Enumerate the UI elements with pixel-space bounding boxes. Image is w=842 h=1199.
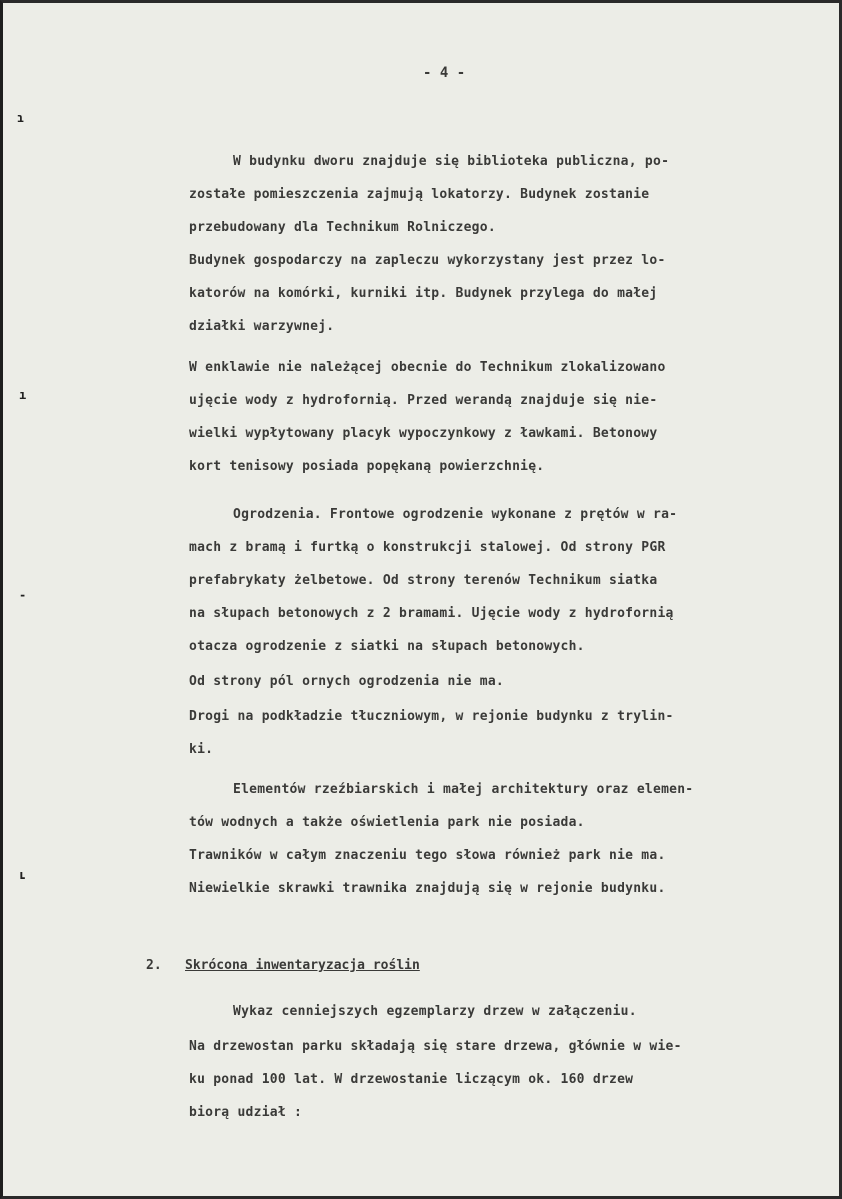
body-line: Ogrodzenia. Frontowe ogrodzenie wykonane z prętów w ra-: [233, 507, 678, 522]
body-line: kort tenisowy posiada popękaną powierzchnię.: [189, 459, 545, 474]
margin-mark: ɿ: [17, 111, 25, 125]
body-line: prefabrykaty żelbetowe. Od strony terenów Technikum siatka: [189, 573, 658, 588]
body-line: przebudowany dla Technikum Rolniczego.: [189, 220, 496, 235]
body-line: otacza ogrodzenie z siatki na słupach betonowych.: [189, 639, 585, 654]
body-line: Na drzewostan parku składają się stare drzewa, głównie w wie-: [189, 1039, 682, 1054]
margin-mark: -: [19, 588, 27, 602]
section-number: 2.: [146, 958, 162, 973]
section-title: Skrócona inwentaryzacja roślin: [185, 958, 420, 973]
body-line: Drogi na podkładzie tłuczniowym, w rejonie budynku z trylin-: [189, 709, 674, 724]
body-line: Elementów rzeźbiarskich i małej architektury oraz elemen-: [233, 782, 694, 797]
body-line: W budynku dworu znajduje się biblioteka publiczna, po-: [233, 154, 670, 169]
page-number: - 4 -: [423, 65, 466, 81]
body-line: Od strony pól ornych ogrodzenia nie ma.: [189, 674, 504, 689]
body-line: Niewielkie skrawki trawnika znajdują się w rejonie budynku.: [189, 881, 666, 896]
body-line: wielki wypłytowany placyk wypoczynkowy z ławkami. Betonowy: [189, 426, 658, 441]
body-line: tów wodnych a także oświetlenia park nie posiada.: [189, 815, 585, 830]
body-line: biorą udział :: [189, 1105, 303, 1120]
body-line: na słupach betonowych z 2 bramami. Ujęcie wody z hydrofornią: [189, 606, 674, 621]
margin-mark: ı: [19, 388, 27, 402]
body-line: działki warzywnej.: [189, 319, 335, 334]
body-line: katorów na komórki, kurniki itp. Budynek przylega do małej: [189, 286, 658, 301]
body-line: ku ponad 100 lat. W drzewostanie liczącym ok. 160 drzew: [189, 1072, 634, 1087]
body-line: Trawników w całym znaczeniu tego słowa również park nie ma.: [189, 848, 666, 863]
body-line: zostałe pomieszczenia zajmują lokatorzy. Budynek zostanie: [189, 187, 650, 202]
body-line: W enklawie nie należącej obecnie do Technikum zlokalizowano: [189, 360, 666, 375]
body-line: ki.: [189, 742, 214, 757]
body-line: ujęcie wody z hydrofornią. Przed werandą znajduje się nie-: [189, 393, 658, 408]
body-line: mach z bramą i furtką o konstrukcji stalowej. Od strony PGR: [189, 540, 666, 555]
body-line: Budynek gospodarczy na zapleczu wykorzystany jest przez lo-: [189, 253, 666, 268]
body-line: Wykaz cenniejszych egzemplarzy drzew w załączeniu.: [233, 1004, 637, 1019]
margin-mark: ʟ: [19, 868, 27, 882]
